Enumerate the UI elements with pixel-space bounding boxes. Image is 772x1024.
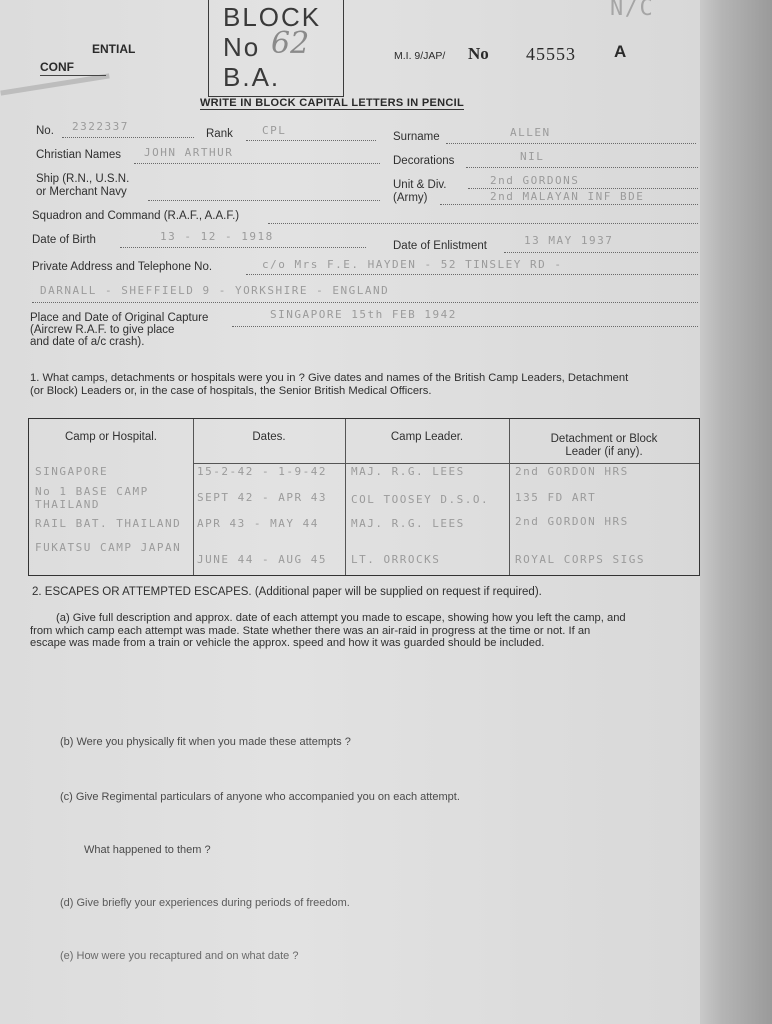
no-value: 2322337 — [72, 120, 129, 133]
table-cell: APR 43 - MAY 44 — [197, 517, 319, 530]
ship-line — [148, 200, 380, 201]
squadron-line — [268, 223, 698, 224]
rank-value: CPL — [262, 124, 287, 137]
question-1-line2: (or Block) Leaders or, in the case of hospitals, the Senior British Medical Officers. — [30, 384, 432, 397]
header-camp: Camp or Hospital. — [64, 431, 158, 443]
question-2e: (e) How were you recaptured and on what date ? — [60, 950, 299, 962]
rank-label: Rank — [206, 128, 233, 140]
ship-label-line2: or Merchant Navy — [36, 186, 127, 198]
table-cell: 2nd GORDON HRS — [515, 515, 629, 528]
header-camp-leader: Camp Leader. — [390, 431, 464, 443]
top-right-scribble: N/C — [610, 0, 655, 21]
unit-line-1 — [468, 188, 698, 189]
decorations-label: Decorations — [393, 155, 455, 167]
surname-line — [446, 143, 696, 144]
question-2d: (d) Give briefly your experiences during periods of freedom. — [60, 897, 350, 909]
address-value-1: c/o Mrs F.E. HAYDEN - 52 TINSLEY RD - — [262, 258, 563, 271]
question-2c-followup: What happened to them ? — [84, 844, 211, 856]
ref-prefix: M.I. 9/JAP/ — [394, 50, 446, 62]
address-line-2 — [32, 302, 698, 303]
unit-label — [393, 179, 446, 205]
christian-names-line — [134, 163, 380, 164]
ship-label-line1: Ship (R.N., U.S.N. — [36, 173, 130, 185]
dob-label: Date of Birth — [32, 234, 96, 246]
question-2a-line1: (a) Give full description and approx. date of each attempt you made to escape, showing how you left the camp, and — [56, 612, 626, 624]
capture-label-line1: Place and Date of Original Capture — [30, 312, 209, 324]
table-cell: 15-2-42 - 1-9-42 — [197, 465, 327, 478]
header-detachment-line1: Detachment or Block — [550, 433, 658, 445]
table-cell: JUNE 44 - AUG 45 — [197, 553, 327, 566]
squadron-label: Squadron and Command (R.A.F., A.A.F.) — [32, 210, 240, 222]
rank-line — [246, 140, 376, 141]
table-cell: 135 FD ART — [515, 491, 597, 504]
no-label: No. — [36, 125, 54, 137]
table-cell: SINGAPORE — [35, 465, 109, 478]
no-line — [62, 137, 194, 138]
enlistment-value: 13 MAY 1937 — [524, 234, 614, 247]
ref-no-label: No — [468, 44, 489, 63]
classification-left: CONF — [40, 60, 74, 74]
table-cell: COL TOOSEY D.S.O. — [351, 493, 490, 506]
unit-label-line1: Unit & Div. — [393, 179, 447, 191]
capture-line — [232, 326, 698, 327]
table-cell: No 1 BASE CAMP THAILAND — [35, 485, 149, 511]
unit-value-1: 2nd GORDONS — [490, 174, 580, 187]
table-cell: SEPT 42 - APR 43 — [197, 491, 327, 504]
question-2-title: 2. ESCAPES OR ATTEMPTED ESCAPES. (Additional paper will be supplied on request if required). — [32, 586, 542, 598]
enlistment-label: Date of Enlistment — [393, 240, 487, 252]
block-stamp — [208, 0, 344, 97]
unit-label-line2: (Army) — [393, 192, 428, 204]
table-cell: ROYAL CORPS SIGS — [515, 553, 645, 566]
address-line-1 — [246, 274, 698, 275]
stamp-number-handwritten: 62 — [271, 26, 310, 61]
question-2a-line3: escape was made from a train or vehicle the approx. speed and how it was guarded should be included. — [30, 637, 545, 649]
table-cell: LT. ORROCKS — [351, 553, 441, 566]
unit-line-2 — [440, 204, 698, 205]
ref-suffix: A — [614, 42, 627, 61]
classification-underline — [40, 75, 106, 76]
surname-value: ALLEN — [510, 126, 551, 139]
dob-value: 13 - 12 - 1918 — [160, 230, 274, 243]
table-cell: FUKATSU CAMP JAPAN — [35, 541, 182, 554]
ship-label — [36, 173, 129, 199]
enlistment-line — [504, 252, 698, 253]
table-cell: MAJ. R.G. LEES — [351, 517, 465, 530]
question-1 — [30, 372, 628, 397]
decorations-value: NIL — [520, 150, 545, 163]
stamp-ba: B.A. — [223, 62, 281, 92]
header-detachment-line2: Leader (if any). — [565, 446, 643, 458]
ref-number: 45553 — [526, 44, 576, 64]
table-cell: RAIL BAT. THAILAND — [35, 517, 182, 530]
capture-label — [30, 312, 208, 348]
table-cell: MAJ. R.G. LEES — [351, 465, 465, 478]
table-cell: 2nd GORDON HRS — [515, 465, 629, 478]
christian-names-label: Christian Names — [36, 149, 121, 161]
unit-value-2: 2nd MALAYAN INF BDE — [490, 190, 645, 203]
question-1-line1: 1. What camps, detachments or hospitals were you in ? Give dates and names of the British Camp Leaders, Detachment — [30, 372, 629, 384]
classification-right: ENTIAL — [92, 42, 136, 56]
stamp-no: No — [223, 32, 261, 62]
christian-names-value: JOHN ARTHUR — [144, 146, 234, 159]
question-2a — [30, 612, 626, 650]
paper-edge-shadow — [700, 0, 772, 1024]
stamp-block: BLOCK — [223, 2, 322, 32]
decorations-line — [466, 167, 698, 168]
address-label: Private Address and Telephone No. — [32, 261, 213, 273]
table-header-rule — [193, 463, 699, 464]
dob-line — [120, 247, 366, 248]
capture-value: SINGAPORE 15th FEB 1942 — [270, 308, 457, 321]
instruction-heading: WRITE IN BLOCK CAPITAL LETTERS IN PENCIL — [200, 97, 464, 109]
header-detachment — [509, 433, 699, 459]
surname-label: Surname — [393, 131, 440, 143]
question-2b: (b) Were you physically fit when you made these attempts ? — [60, 736, 351, 748]
question-2a-line2: from which camp each attempt was made. State whether there was an air-raid in progress at the time or not. If an — [30, 624, 591, 637]
question-2c: (c) Give Regimental particulars of anyone who accompanied you on each attempt. — [60, 791, 460, 803]
capture-label-line3: and date of a/c crash). — [30, 336, 145, 348]
capture-label-line2: (Aircrew R.A.F. to give place — [30, 324, 175, 336]
header-dates: Dates. — [252, 431, 286, 443]
address-value-2: DARNALL - SHEFFIELD 9 - YORKSHIRE - ENGLAND — [40, 284, 390, 297]
camps-table — [28, 418, 700, 576]
